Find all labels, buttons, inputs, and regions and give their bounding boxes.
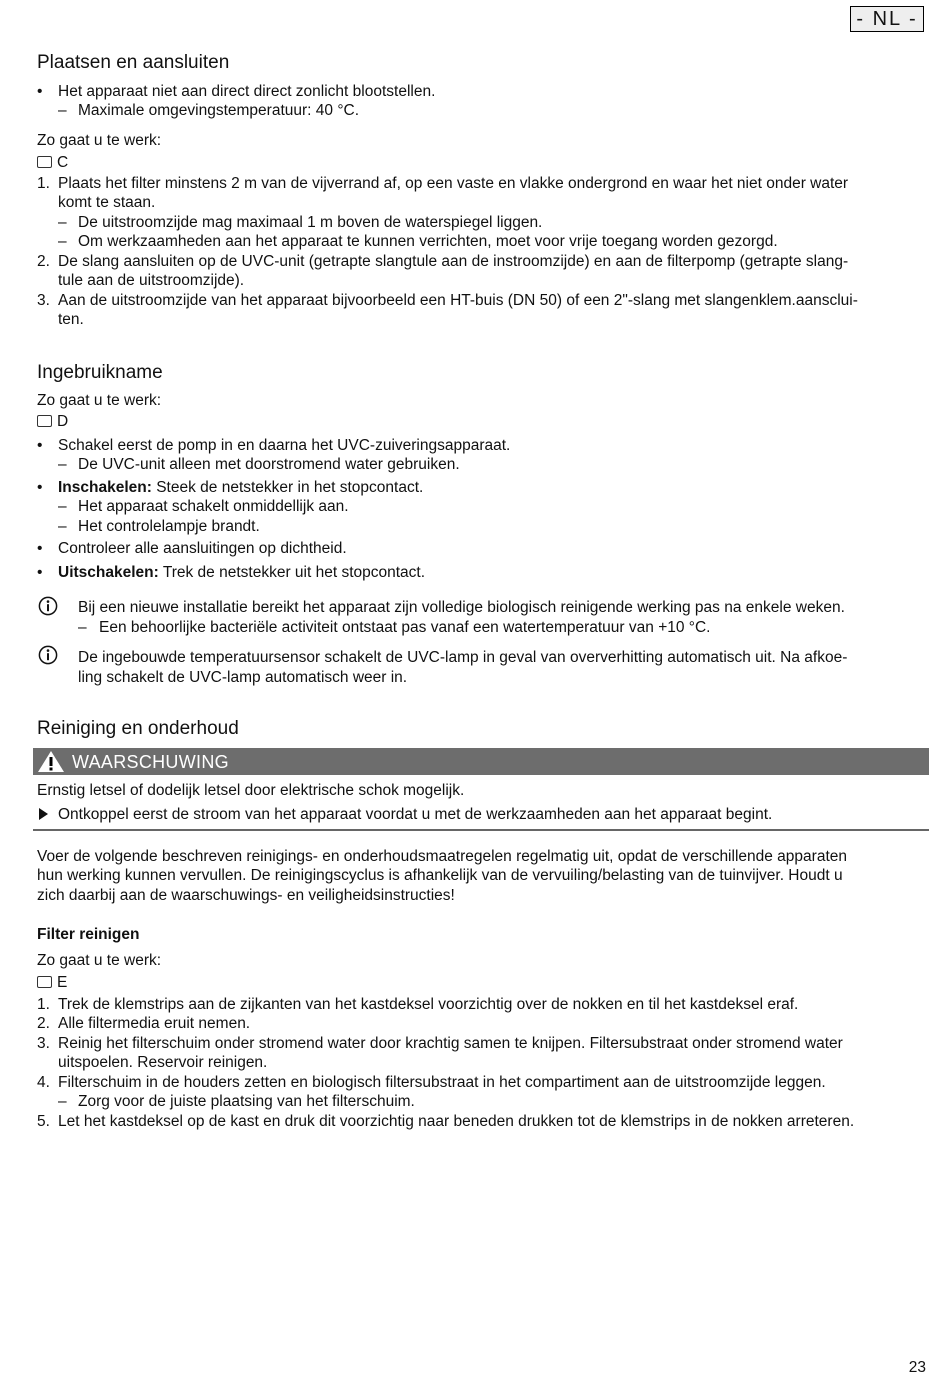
- step-number: 2.: [37, 253, 50, 270]
- sub-list-item: Het controlelampje brandt.: [78, 518, 260, 535]
- step-number: 1.: [37, 175, 50, 192]
- dash-marker: –: [58, 214, 67, 231]
- info-note: ling schakelt de UVC-lamp automatisch weer in.: [78, 669, 408, 686]
- info-note: De ingebouwde temperatuursensor schakelt de UVC-lamp in geval van oververhitting automatisch uit. Na afkoe-: [78, 649, 848, 666]
- bullet-marker: •: [37, 540, 43, 557]
- bullet-marker: •: [37, 437, 43, 454]
- howto-label: Zo gaat u te werk:: [37, 392, 162, 409]
- figure-reference: E: [37, 973, 930, 993]
- bullet-marker: •: [37, 479, 43, 496]
- step-text: Trek de klemstrips aan de zijkanten van het kastdeksel voorzichtig over de nokken en til het kastdeksel eraf.: [58, 996, 799, 1013]
- section-title-ingebruikname: Ingebruikname: [37, 362, 163, 383]
- sub-list-item: Een behoorlijke bacteriële activiteit ontstaat pas vanaf een watertemperatuur van +10 °C.: [99, 619, 711, 636]
- step-text: ten.: [58, 311, 84, 328]
- step-text: tule aan de uitstroomzijde).: [58, 272, 245, 289]
- step-number: 1.: [37, 996, 50, 1013]
- paragraph: Voer de volgende beschreven reinigings- en onderhoudsmaatregelen regelmatig uit, opdat de verschillende apparaten: [37, 848, 847, 865]
- figure-reference: D: [37, 412, 930, 432]
- list-item: Uitschakelen: Trek de netstekker uit het stopcontact.: [58, 564, 426, 581]
- dash-marker: –: [58, 498, 67, 515]
- warning-text: Ernstig letsel of dodelijk letsel door elektrische schok mogelijk.: [37, 782, 465, 799]
- list-item: Inschakelen: Steek de netstekker in het stopcontact.: [58, 479, 424, 496]
- sub-list-item: Om werkzaamheden aan het apparaat te kunnen verrichten, moet voor vrije toegang worden gezorgd.: [78, 233, 778, 250]
- step-text: Plaats het filter minstens 2 m van de vijverrand af, op een vaste en vlakke ondergrond en waar het niet onder water: [58, 175, 849, 192]
- figure-reference: C: [37, 153, 930, 173]
- section-title-plaatsen: Plaatsen en aansluiten: [37, 52, 230, 73]
- paragraph: zich daarbij aan de waarschuwings- en veiligheidsinstructies!: [37, 887, 455, 904]
- dash-marker: –: [78, 619, 87, 636]
- dash-marker: –: [58, 233, 67, 250]
- sub-list-item: Zorg voor de juiste plaatsing van het filterschuim.: [78, 1093, 415, 1110]
- step-text: Filterschuim in de houders zetten en biologisch filtersubstraat in het compartiment aan de uitstroomzijde leggen.: [58, 1074, 826, 1091]
- step-text: Let het kastdeksel op de kast en druk dit voorzichtig naar beneden drukken tot de klemstrips in de nokken arreteren.: [58, 1113, 855, 1130]
- step-number: 3.: [37, 292, 50, 309]
- list-item: Schakel eerst de pomp in en daarna het UVC-zuiveringsapparaat.: [58, 437, 511, 454]
- step-number: 5.: [37, 1113, 50, 1130]
- figure-icon: [37, 976, 52, 988]
- subsection-title: Filter reinigen: [37, 926, 140, 943]
- dash-marker: –: [58, 518, 67, 535]
- step-text: Alle filtermedia eruit nemen.: [58, 1015, 251, 1032]
- language-tab: - NL -: [850, 6, 924, 32]
- info-note: Bij een nieuwe installatie bereikt het apparaat zijn volledige biologisch reinigende werking pas na enkele weken.: [78, 599, 845, 616]
- warning-action: Ontkoppel eerst de stroom van het apparaat voordat u met de werkzaamheden aan het apparaat begint.: [58, 806, 773, 823]
- dash-marker: –: [58, 456, 67, 473]
- warning-icon: [37, 750, 65, 773]
- howto-label: Zo gaat u te werk:: [37, 952, 162, 969]
- step-text: uitspoelen. Reservoir reinigen.: [58, 1054, 268, 1071]
- bullet-marker: •: [37, 83, 43, 100]
- dash-marker: –: [58, 1093, 67, 1110]
- warning-label: WAARSCHUWING: [72, 752, 229, 772]
- step-number: 3.: [37, 1035, 50, 1052]
- figure-icon: [37, 156, 52, 168]
- list-item: Controleer alle aansluitingen op dichtheid.: [58, 540, 347, 557]
- sub-list-item: Maximale omgevingstemperatuur: 40 °C.: [78, 102, 360, 119]
- page-number: 23: [908, 1359, 926, 1376]
- step-number: 4.: [37, 1074, 50, 1091]
- warning-banner: [33, 748, 929, 775]
- arrow-right-icon: [39, 808, 48, 820]
- figure-icon: [37, 415, 52, 427]
- paragraph: hun werking kunnen vervullen. De reinigingscyclus is afhankelijk van de vervuiling/belasting van de tuinvijver. Houdt u: [37, 867, 843, 884]
- step-text: De slang aansluiten op de UVC-unit (getrapte slangtule aan de instroomzijde) en aan de filterpomp (getrapte slang-: [58, 253, 849, 270]
- sub-list-item: De uitstroomzijde mag maximaal 1 m boven de waterspiegel liggen.: [78, 214, 543, 231]
- section-title-reiniging: Reiniging en onderhoud: [37, 718, 239, 739]
- step-text: Aan de uitstroomzijde van het apparaat bijvoorbeeld een HT-buis (DN 50) of een 2"-slang met slangenklem.aansclui-: [58, 292, 858, 309]
- info-icon: [38, 645, 58, 665]
- dash-marker: –: [58, 102, 67, 119]
- sub-list-item: Het apparaat schakelt onmiddellijk aan.: [78, 498, 349, 515]
- howto-label: Zo gaat u te werk:: [37, 132, 162, 149]
- step-number: 2.: [37, 1015, 50, 1032]
- sub-list-item: De UVC-unit alleen met doorstromend water gebruiken.: [78, 456, 460, 473]
- step-text: komt te staan.: [58, 194, 156, 211]
- info-icon: [38, 596, 58, 616]
- bullet-marker: •: [37, 564, 43, 581]
- step-text: Reinig het filterschuim onder stromend water door krachtig samen te knijpen. Filtersubstraat onder stromend water: [58, 1035, 843, 1052]
- list-item: Het apparaat niet aan direct direct zonlicht blootstellen.: [58, 83, 436, 100]
- divider: [33, 829, 929, 831]
